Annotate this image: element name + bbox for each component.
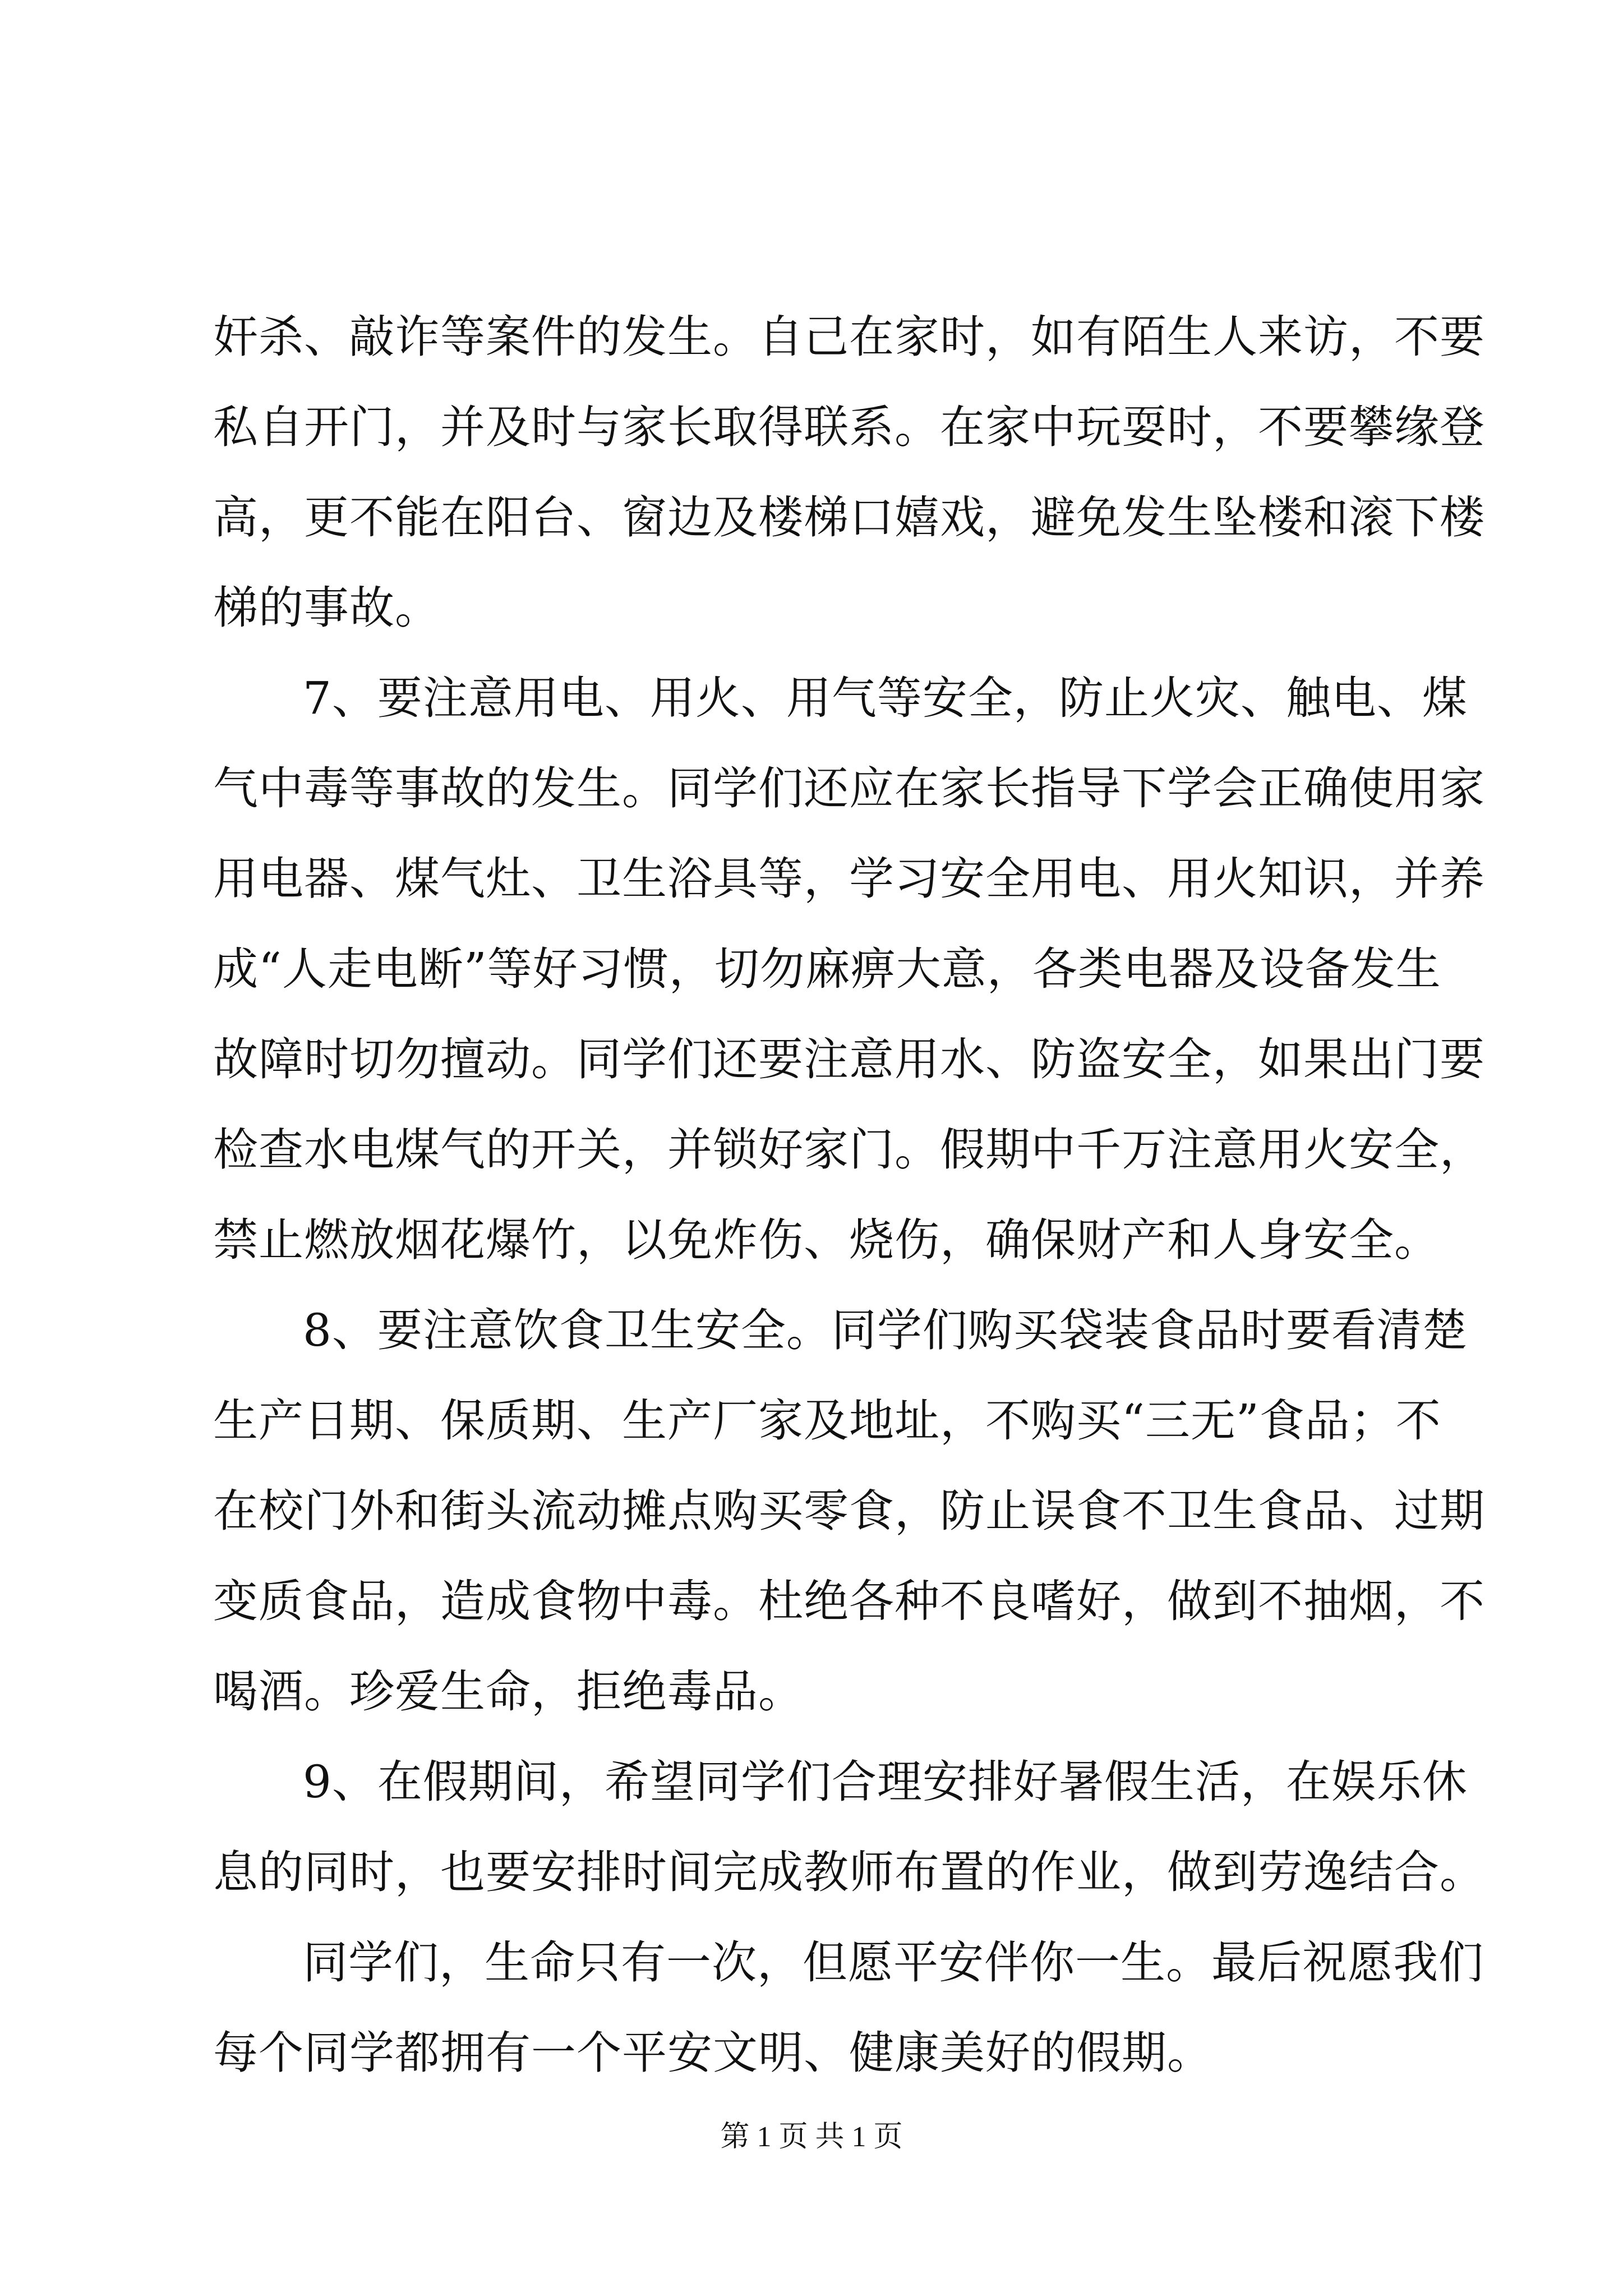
text-line: 高，更不能在阳台、窗边及楼梯口嬉戏，避免发生坠楼和滚下楼 [213, 491, 1485, 544]
text-line: 奸杀、敲诈等案件的发生。自己在家时，如有陌生人来访，不要 [213, 311, 1485, 363]
text-line: 用电器、煤气灶、卫生浴具等，学习安全用电、用火知识，并养 [213, 853, 1485, 905]
text-line: 成“人走电断”等好习惯，切勿麻痹大意，各类电器及设备发生 [213, 943, 1441, 995]
text-line: 变质食品，造成食物中毒。杜绝各种不良嗜好，做到不抽烟，不 [213, 1575, 1485, 1627]
text-line: 禁止燃放烟花爆竹，以免炸伤、烧伤，确保财产和人身安全。 [213, 1214, 1440, 1266]
text-line-paragraph-start: 9、在假期间，希望同学们合理安排好暑假生活，在娱乐休 [303, 1756, 1468, 1808]
text-line: 梯的事故。 [213, 582, 440, 634]
text-line: 在校门外和街头流动摊点购买零食，防止误食不卫生食品、过期 [213, 1485, 1485, 1537]
text-line: 私自开门，并及时与家长取得联系。在家中玩耍时，不要攀缘登 [213, 401, 1485, 453]
text-line-paragraph-start: 8、要注意饮食卫生安全。同学们购买袋装食品时要看清楚 [303, 1304, 1468, 1356]
document-body [213, 292, 1485, 2098]
text-line: 喝酒。珍爱生命，拒绝毒品。 [213, 1665, 804, 1718]
text-line: 故障时切勿擅动。同学们还要注意用水、防盗安全，如果出门要 [213, 1033, 1485, 1085]
text-line: 气中毒等事故的发生。同学们还应在家长指导下学会正确使用家 [213, 762, 1485, 815]
page-footer: 第 1 页 共 1 页 [720, 2121, 903, 2153]
text-line: 息的同时，也要安排时间完成教师布置的作业，做到劳逸结合。 [213, 1846, 1485, 1898]
text-line-paragraph-start: 同学们，生命只有一次，但愿平安伴你一生。最后祝愿我们 [303, 1936, 1484, 1989]
text-line: 生产日期、保质期、生产厂家及地址，不购买“三无”食品；不 [213, 1395, 1441, 1447]
text-line: 检查水电煤气的开关，并锁好家门。假期中千万注意用火安全， [213, 1124, 1485, 1176]
text-line-paragraph-start: 7、要注意用电、用火、用气等安全，防止火灾、触电、煤 [303, 672, 1468, 724]
text-line: 每个同学都拥有一个平安文明、健康美好的假期。 [213, 2027, 1212, 2079]
